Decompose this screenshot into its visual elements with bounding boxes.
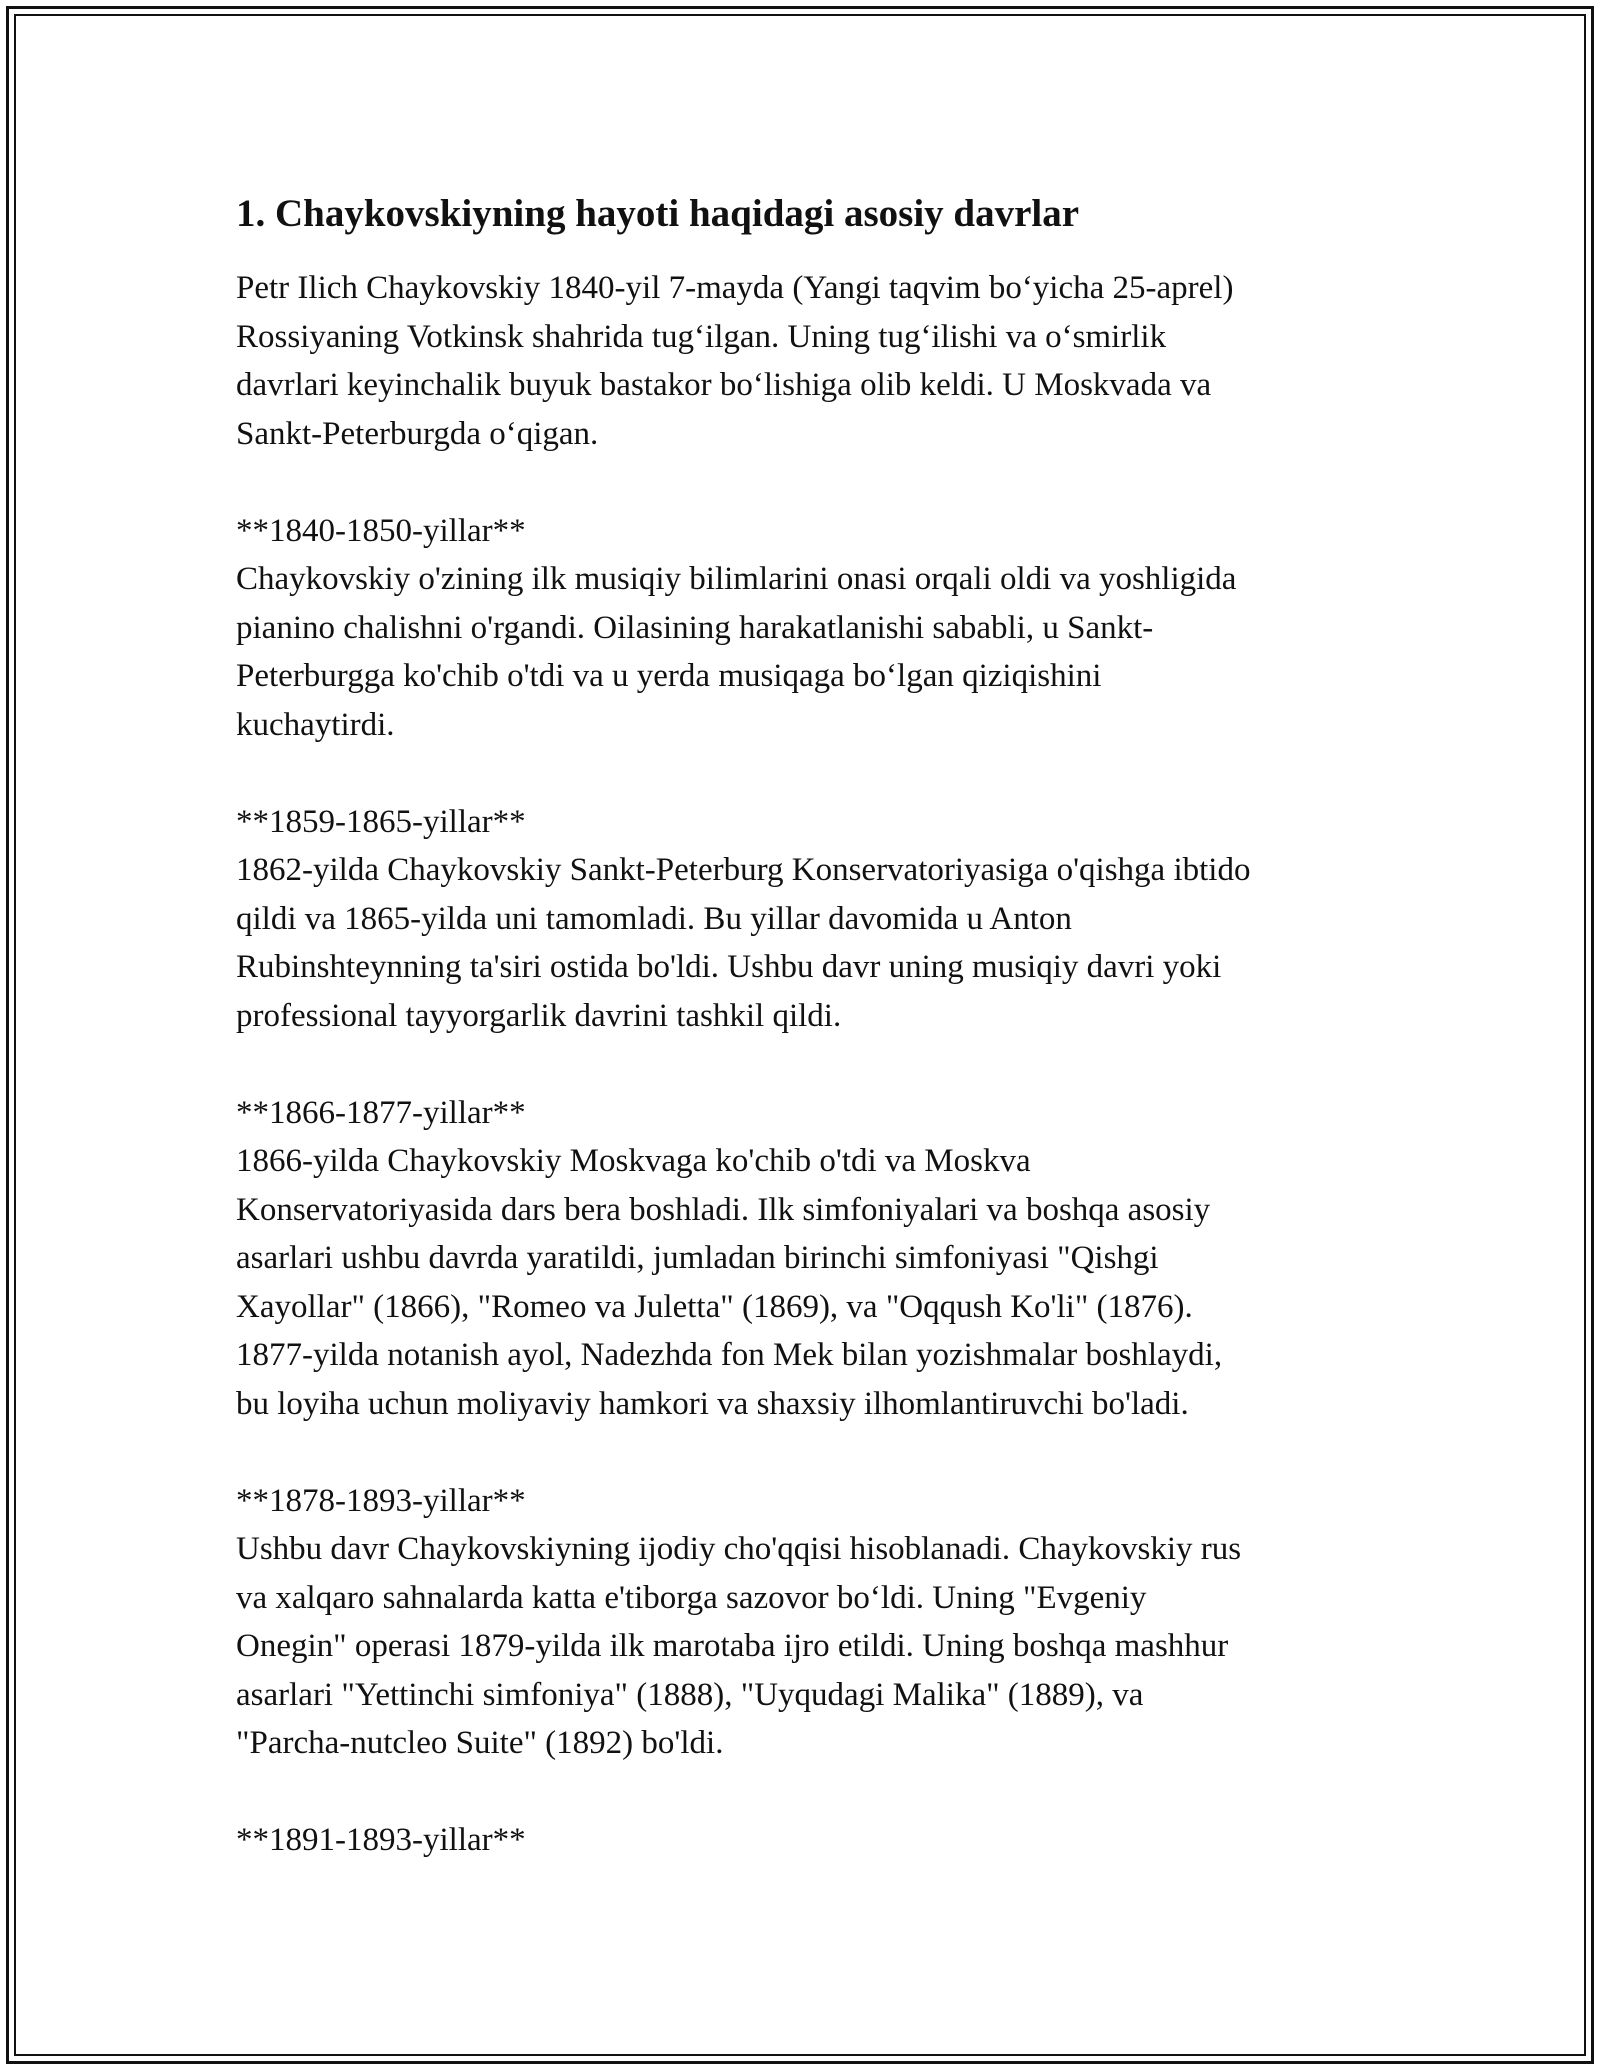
paragraph-gap [236,458,1396,507]
period-text-1859: 1862-yilda Chaykovskiy Sankt-Peterburg Konservatoriyasiga o'qishga ibtido qildi va 1865-yilda uni tamomladi. Bu yillar davomida u Anton Rubinshteynning ta'siri ostida bo'ldi. Ushbu davr uning musiqiy davri yoki professional tayyorgarlik davrini tashkil qildi. [236,852,1251,1034]
page-title: 1. Chaykovskiyning hayoti haqidagi asosiy davrlar [236,192,1080,235]
paragraph-gap [236,1768,1396,1817]
paragraph-gap [236,1428,1396,1477]
intro-paragraph: Petr Ilich Chaykovskiy 1840-yil 7-mayda (Yangi taqvim bo‘yicha 25-aprel) Rossiyaning Votkinsk shahrida tug‘ilgan. Uning tug‘ilishi va o‘smirlik davrlari keyinchalik buyuk bastakor bo‘lishiga olib keldi. U Moskvada va Sankt-Peterburgda o‘qigan. [236,270,1234,452]
period-heading-1859: **1859-1865-yillar** [236,803,526,840]
period-heading-1840: **1840-1850-yillar** [236,512,526,549]
paragraph-gap [236,749,1396,798]
period-text-1866: 1866-yilda Chaykovskiy Moskvaga ko'chib o'tdi va Moskva Konservatoriyasida dars bera boshladi. Ilk simfoniyalari va boshqa asosiy asarlari ushbu davrda yaratildi, jumladan birinchi simfoniyasi "Qishgi Xayollar" (1866), "Romeo va Juletta" (1869), va "Oqqush Ko'li" (1876). 1877-yilda notanish ayol, Nadezhda fon Mek bilan yozishmalar boshlaydi, bu loyiha uchun moliyaviy hamkori va shaxsiy ilhomlantiruvchi bo'ladi. [236,1143,1223,1422]
period-text-1878: Ushbu davr Chaykovskiyning ijodiy cho'qqisi hisoblanadi. Chaykovskiy rus va xalqaro sahnalarda katta e'tiborga sazovor bo‘ldi. Uning "Evgeniy Onegin" operasi 1879-yilda ilk marotaba ijro etildi. Uning boshqa mashhur asarlari "Yettinchi simfoniya" (1888), "Uyqudagi Malika" (1889), va "Parcha-nutcleo Suite" (1892) bo'ldi. [236,1531,1242,1761]
document-body [236,190,1396,1865]
period-heading-1866: **1866-1877-yillar** [236,1094,526,1131]
period-text-1840: Chaykovskiy o'zining ilk musiqiy bilimlarini onasi orqali oldi va yoshligida pianino chalishni o'rgandi. Oilasining harakatlanishi sababli, u Sankt- Peterburgga ko'chib o'tdi va u yerda musiqaga bo‘lgan qiziqishini kuchaytirdi. [236,561,1237,743]
period-heading-1891: **1891-1893-yillar** [236,1822,526,1858]
paragraph-gap [236,1040,1396,1089]
period-heading-1878: **1878-1893-yillar** [236,1482,526,1519]
